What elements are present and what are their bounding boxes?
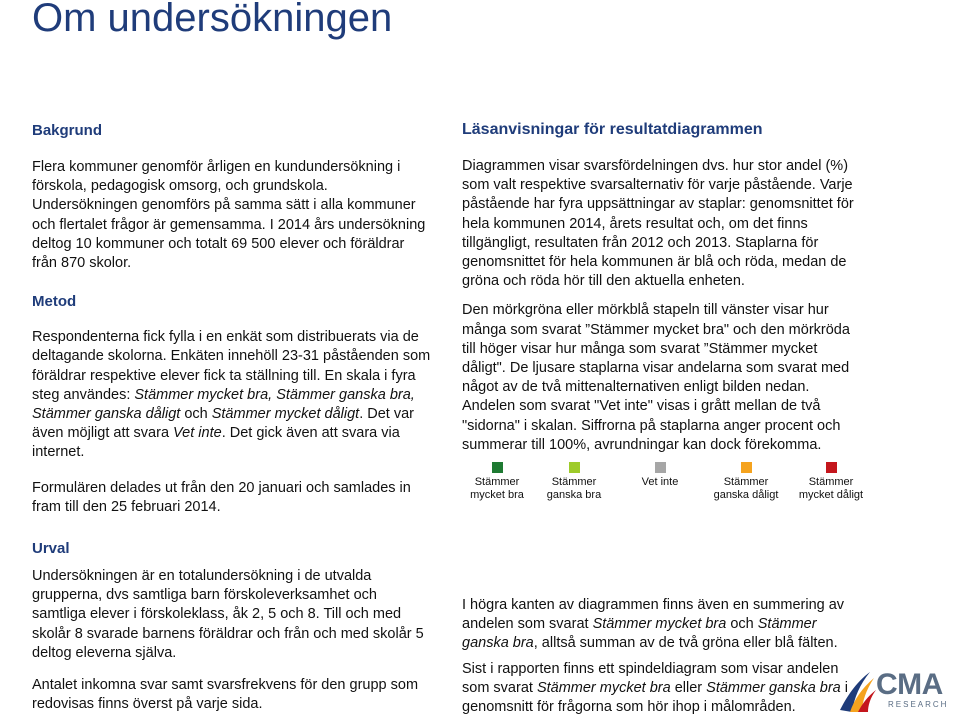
legend-label-line2: ganska dåligt <box>713 488 779 501</box>
reading-guide-paragraph-4 <box>462 660 862 718</box>
legend-label-line1: Stämmer <box>474 476 520 488</box>
metod-paragraph-2: Formulären delades ut från den 20 januari och samlades in fram till den 25 februari 2014. <box>32 479 411 515</box>
metod-text-b: . Det var även möjligt att svara <box>32 406 414 442</box>
logo-swoosh-icon <box>836 668 876 714</box>
metod-vet-inte: Vet inte <box>173 425 222 442</box>
legend-swatch <box>492 462 503 473</box>
right-column-lower <box>462 596 862 717</box>
metod-scale: Stämmer mycket bra, Stämmer ganska bra, Stämmer ganska dåligt <box>32 386 415 423</box>
legend-swatch <box>741 462 752 473</box>
reading-guide-paragraph-2: Den mörkgröna eller mörkblå stapeln till vänster visar hur många som svarat ”Stämmer mycket bra" och den mörkröda till höger visar hur många som svarat ”Stämmer mycket dåligt". De ljusare staplarna visar andelarna som svarat med något av de två mittenalternativen enligt bilden nedan. Andelen som svarat "Vet inte" visas i grått mellan de två "sidorna" i skalan. Siffrorna på staplarna anger procent och summerar till 100%, avrundningar kan dock förekomma. <box>462 302 850 453</box>
p4-italic-2: Stämmer ganska bra <box>706 679 841 696</box>
page-title: Om undersökningen <box>32 0 393 40</box>
reading-guide-paragraph-1: Diagrammen visar svarsfördelningen dvs. hur stor andel (%) som valt respektive svarsalternativ för varje påstående. Varje påstående har fyra uppsättningar av staplar: genomsnittet för hela kommunen 2014, årets resultat och, om det finns tillgängligt, resultaten från 2012 och 2013. Staplarna för genomsnittet för hela kommunen är blå och röda, medan de gröna och röda hör till den aktuella enheten. <box>462 158 854 290</box>
p4-text-eller: eller <box>670 679 707 696</box>
p4-text-b: i genomsnitt för frågorna som hör ihop i målområden. <box>462 679 848 716</box>
metod-text-och: och <box>180 406 212 423</box>
bakgrund-heading: Bakgrund <box>32 122 103 139</box>
right-column <box>462 118 857 455</box>
metod-heading: Metod <box>32 293 77 311</box>
legend-swatch <box>826 462 837 473</box>
urval-heading: Urval <box>32 540 70 558</box>
p3-italic-2: Stämmer ganska bra <box>462 616 817 652</box>
legend-item-ganska-daligt <box>701 462 791 501</box>
legend-swatch <box>569 462 580 473</box>
logo-text: CMA <box>876 668 943 701</box>
metod-scale-2: Stämmer mycket dåligt <box>211 406 360 423</box>
metod-text-c: . Det gick även att svara via internet. <box>32 425 400 461</box>
urval-paragraph-1: Undersökningen är en totalundersökning i de utvalda grupperna, dvs samtliga barn förskoleverksamhet och samtliga elever i förskoleklass, åk 2, 5 och 8. Till och med skolår 8 svarade barnens föräldrar och från och med skolår 5 deltog eleverna själva. <box>32 568 424 661</box>
p3-text-a: I högra kanten av diagrammen finns även en summering av andelen som svarat <box>462 597 845 633</box>
legend-item-ganska-bra <box>529 462 619 501</box>
legend-label-line2: mycket dåligt <box>798 488 864 501</box>
metod-text-a: Respondenterna fick fylla i en enkät som distribuerats via de deltagande skolorna. Enkäten innehöll 23-31 påståenden som föräldrar respektive elever fick ta ställning till. En skala i fyra steg användes: <box>32 329 431 403</box>
legend-item-mycket-daligt <box>786 462 876 501</box>
reading-guide-paragraph-3 <box>462 596 862 654</box>
urval-paragraph-2: Antalet inkomna svar samt svarsfrekvens för den grupp som redovisas finns överst på varje sida. <box>32 677 419 713</box>
metod-paragraph-1 <box>32 328 432 462</box>
p4-italic-1: Stämmer mycket bra <box>536 679 671 696</box>
legend-label-line1: Stämmer <box>551 476 597 488</box>
logo-subtext: RESEARCH <box>888 700 949 709</box>
legend-label-line2: mycket bra <box>470 488 524 501</box>
left-column <box>32 118 432 714</box>
scale-legend <box>452 462 864 512</box>
p3-text-och: och <box>726 616 758 633</box>
legend-label-line2: ganska bra <box>546 488 602 501</box>
cma-logo <box>836 668 960 714</box>
p4-text-a: Sist i rapporten finns ett spindeldiagram som visar andelen som svarat <box>462 660 839 696</box>
legend-item-vet-inte <box>615 462 705 489</box>
reading-guide-heading: Läsanvisningar för resultatdiagrammen <box>462 121 763 138</box>
p3-italic-1: Stämmer mycket bra <box>592 616 727 633</box>
legend-label-line1: Stämmer <box>808 476 854 488</box>
legend-swatch <box>655 462 666 473</box>
p3-text-b: , alltså summan av de två gröna eller blå fälten. <box>533 635 838 652</box>
legend-label-line1: Stämmer <box>723 476 769 488</box>
legend-label-line1: Vet inte <box>641 476 679 488</box>
bakgrund-text: Flera kommuner genomför årligen en kundundersökning i förskola, pedagogisk omsorg, och grundskola. Undersökningen genomförs på samma sätt i alla kommuner och flertalet frågor är gemensamma. I 2014 års undersökning deltog 10 kommuner och totalt 69 500 elever och föräldrar från 870 skolor. <box>32 159 426 272</box>
